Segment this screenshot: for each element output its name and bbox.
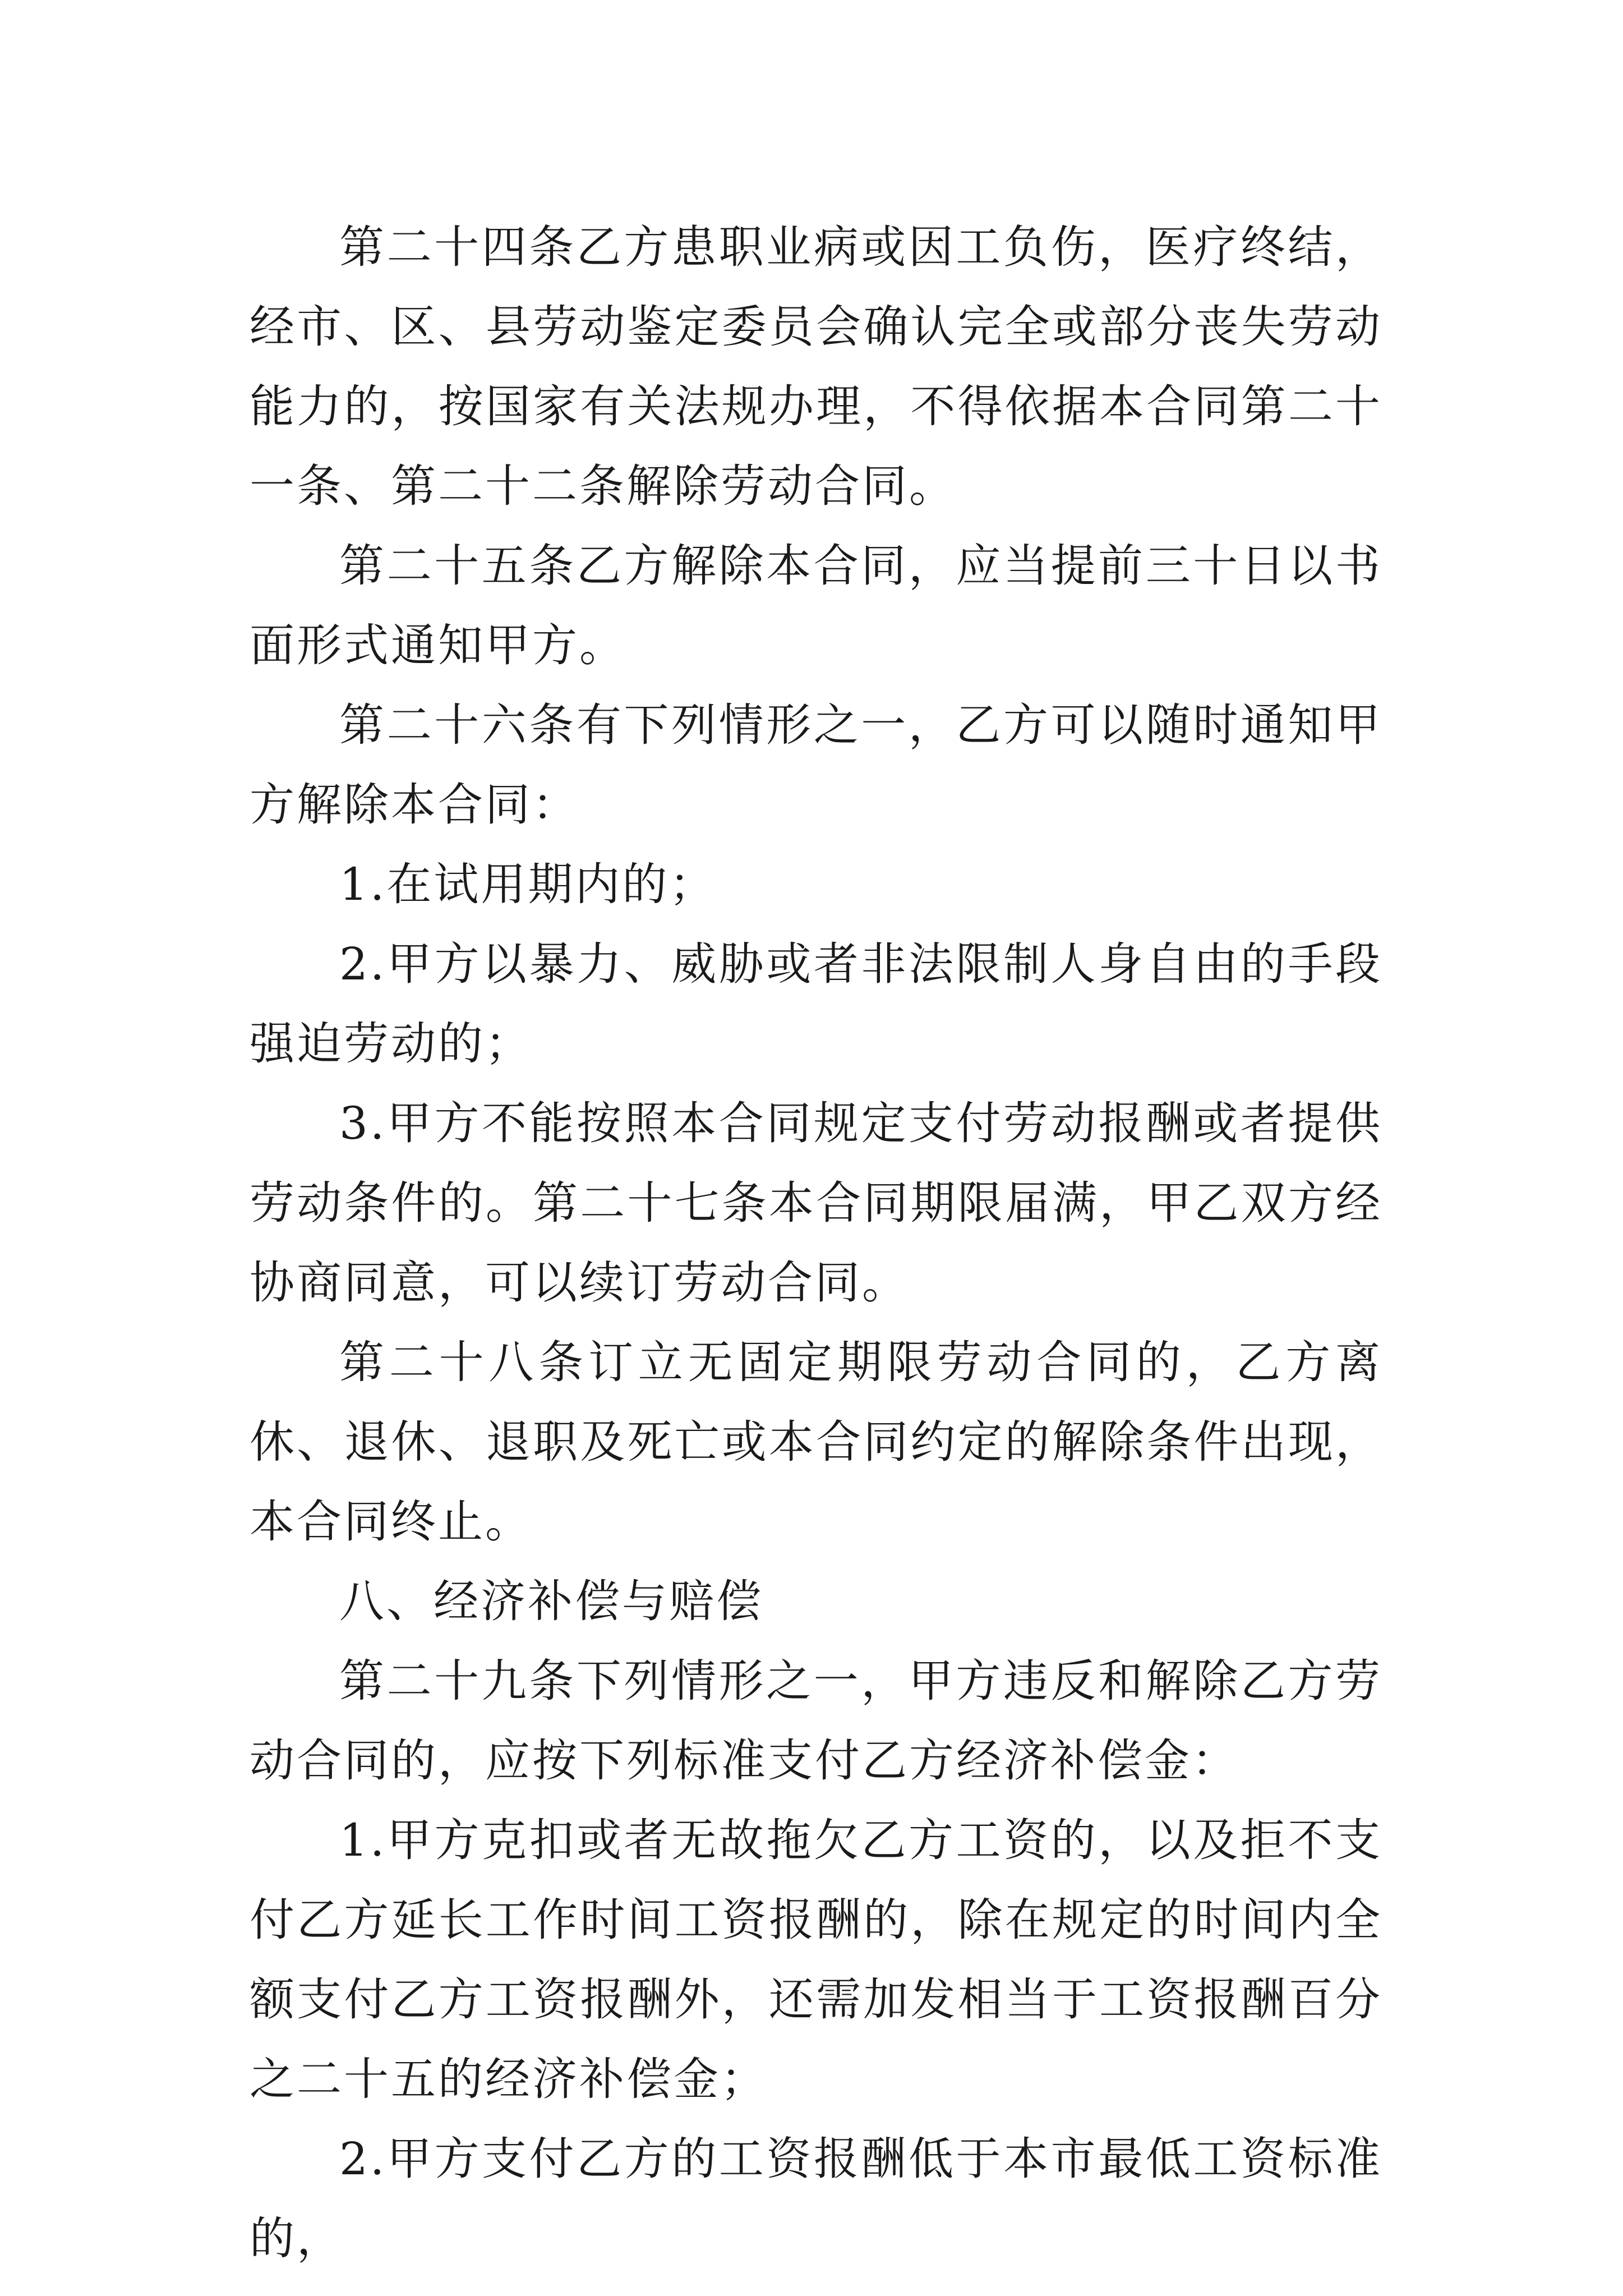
list-item-below-minimum-wage: 2.甲方支付乙方的工资报酬低于本市最低工资标准的， [250, 2133, 1382, 2265]
list-item-unpaid-wages-article-27: 3.甲方不能按照本合同规定支付劳动报酬或者提供劳动条件的。第二十七条本合同期限届满，甲乙双方经协商同意，可以续订劳动合同。 [250, 1097, 1382, 1309]
paragraph-article-26: 第二十六条有下列情形之一，乙方可以随时通知甲方解除本合同： [250, 699, 1382, 831]
list-item-forced-labor: 2.甲方以暴力、威胁或者非法限制人身自由的手段强迫劳动的； [250, 938, 1382, 1070]
paragraph-article-28: 第二十八条订立无固定期限劳动合同的，乙方离休、退休、退职及死亡或本合同约定的解除条件出现，本合同终止。 [250, 1336, 1382, 1548]
paragraph-article-24: 第二十四条乙方患职业病或因工负伤，医疗终结，经市、区、县劳动鉴定委员会确认完全或部分丧失劳动能力的，按国家有关法规办理，不得依据本合同第二十一条、第二十二条解除劳动合同。 [250, 221, 1382, 512]
section-heading-compensation: 八、经济补偿与赔偿 [339, 1575, 763, 1627]
paragraph-article-25: 第二十五条乙方解除本合同，应当提前三十日以书面形式通知甲方。 [250, 540, 1382, 671]
list-item-probation: 1.在试用期内的； [339, 858, 717, 910]
paragraph-article-29: 第二十九条下列情形之一，甲方违反和解除乙方劳动合同的，应按下列标准支付乙方经济补偿金： [250, 1655, 1382, 1787]
document-body [250, 208, 1382, 2279]
list-item-wage-deduction: 1.甲方克扣或者无故拖欠乙方工资的，以及拒不支付乙方延长工作时间工资报酬的，除在规定的时间内全额支付乙方工资报酬外，还需加发相当于工资报酬百分之二十五的经济补偿金； [250, 1814, 1382, 2105]
